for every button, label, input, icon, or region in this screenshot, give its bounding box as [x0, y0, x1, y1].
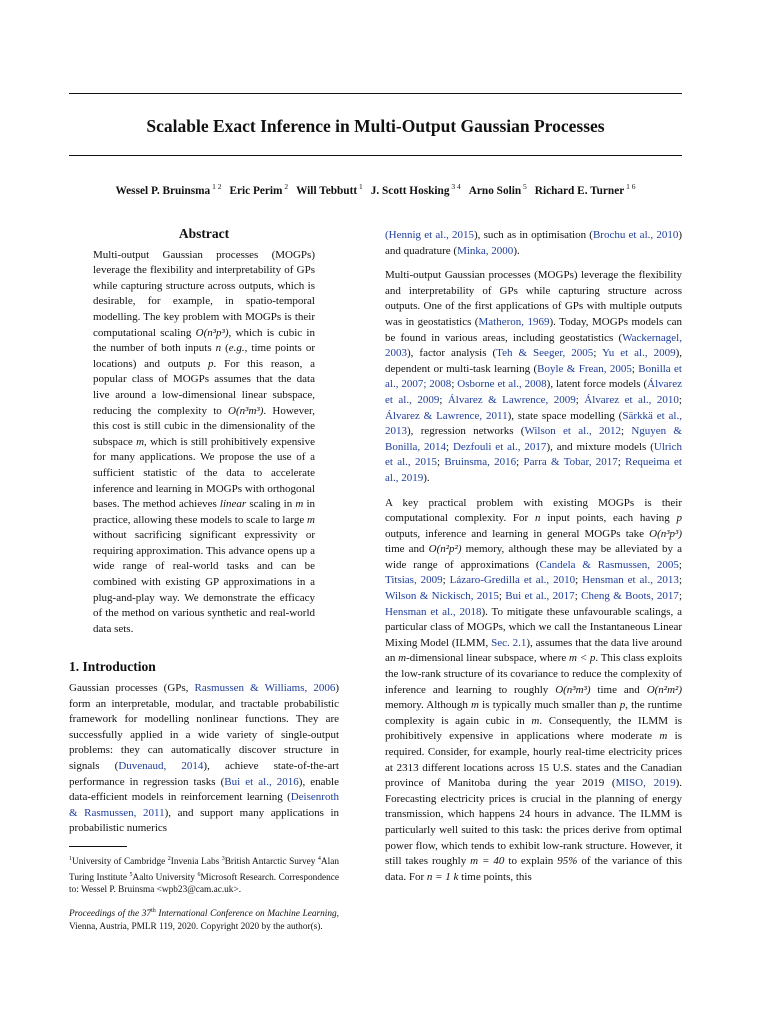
- italic-text: m: [659, 730, 668, 743]
- text-run: memory. Although: [385, 699, 472, 712]
- author-affiliation-marker: 3 4: [449, 182, 461, 191]
- citation-link[interactable]: Bonilla et al., 2007; 2008: [385, 362, 682, 391]
- italic-text: O(n³m³): [555, 683, 591, 696]
- text-run: -dimensional linear subspace, where: [406, 652, 569, 665]
- citation-link[interactable]: Yu et al., 2009: [601, 347, 676, 360]
- text-run: ;: [678, 393, 682, 406]
- author-3: [296, 182, 363, 197]
- citation-link[interactable]: Álvarez et al., 2010: [584, 393, 679, 406]
- text-run: ), dependent or multi-task learning (: [385, 347, 682, 375]
- footnote-rule: [69, 846, 127, 847]
- italic-text: International Conference on Machine Learning: [155, 909, 337, 920]
- citation-link[interactable]: Lázaro-Gredilla et al., 2010: [449, 574, 576, 587]
- italic-text: n: [215, 342, 222, 355]
- text-run: A key practical problem with existing MOGPs is their computational complexity. For: [385, 496, 682, 525]
- author-name: Eric Perim: [229, 184, 283, 197]
- italic-text: p: [208, 357, 214, 370]
- citation-link[interactable]: Brochu et al., 2010: [592, 229, 679, 241]
- text-run: without sacrificing significant expressivity or requiring approximation. This advance opens up a wide range of real-world tasks and can be combined with existing GP approximations in a plug-and-play way. We demonstrate the efficacy of the method on various synthetic and real-world data sets.: [93, 529, 315, 635]
- text-run: , which is cubic in the number of both inputs: [93, 326, 315, 355]
- text-run: Multi-output Gaussian processes (MOGPs) leverage the flexibility and interpretability of GPs while capturing structure across outputs. One of the first applications of GPs with multiple outputs was in geostatistics (: [385, 269, 682, 328]
- citation-link[interactable]: Álvarez et al., 2009: [385, 378, 682, 406]
- italic-text: m: [307, 513, 315, 526]
- text-run: memory, although these may be alleviated by a wide range of approximations (: [385, 543, 682, 571]
- italic-text: O(n³p³): [649, 527, 682, 540]
- text-run: outputs, inference and learning in general MOGPs take: [385, 527, 650, 540]
- text-run: ). Today, MOGPs models can be found in various areas, including geostatistics (: [385, 315, 682, 344]
- title-bottom-rule: [69, 155, 682, 156]
- author-name: Arno Solin: [468, 184, 522, 197]
- citation-link[interactable]: Teh & Seeger, 2005: [496, 347, 594, 360]
- author-name: J. Scott Hosking: [370, 184, 450, 197]
- text-run: . However, this cost is still cubic in the dimensionality of the subspace: [93, 404, 316, 448]
- text-run: ). To mitigate these unfavourable scalings, a particular class of MOGPs, which we call the Instantaneous Linear Mixing Model (ILMM,: [385, 605, 682, 649]
- italic-text: n: [534, 512, 541, 525]
- text-run: , which is still prohibitively expensive for many applications. We propose the use of a sufficient statistic of the data to accelerate inference and learning in MOGPs with orthogonal bases. The method achieves: [93, 435, 315, 511]
- text-run: ;: [620, 425, 632, 438]
- text-run: ), and mixture models (: [546, 440, 654, 453]
- text-run: ;: [678, 590, 682, 603]
- text-run: ) and quadrature (: [385, 229, 682, 257]
- text-run: ), state space modelling (: [507, 409, 623, 422]
- text-run: ;: [451, 378, 458, 391]
- citation-link[interactable]: Deisenroth & Rasmussen, 2011: [69, 791, 339, 819]
- italic-text: 95%: [557, 855, 578, 868]
- author-name: Will Tebbutt: [296, 184, 358, 197]
- right-paragraph-3: [385, 496, 682, 886]
- author-name: Richard E. Turner: [534, 184, 625, 197]
- italic-text: m: [295, 498, 304, 511]
- text-run: time and: [590, 683, 647, 696]
- italic-text: p: [619, 699, 626, 712]
- citation-link[interactable]: Särkkä et al., 2013: [385, 409, 682, 438]
- text-run: in practice, allowing these models to scale to large: [93, 498, 316, 526]
- superscript: 2: [167, 855, 171, 862]
- text-run: ;: [446, 440, 453, 453]
- text-run: ), such as in optimisation (: [474, 229, 593, 241]
- text-run: ), achieve state-of-the-art performance in regression tasks (: [69, 760, 339, 788]
- italic-text: m < p: [568, 652, 596, 665]
- citation-link[interactable]: Sec. 2.1: [491, 636, 527, 649]
- citation-link[interactable]: Matheron, 1969: [478, 315, 550, 328]
- text-run: , time points or locations) and outputs: [93, 342, 315, 370]
- text-run: ), latent force models (: [546, 378, 648, 391]
- text-run: ).: [423, 471, 430, 484]
- text-run: ;: [516, 456, 524, 469]
- author-1: [115, 182, 222, 197]
- citation-link[interactable]: Candela & Rasmussen, 2005: [539, 558, 679, 571]
- citation-link[interactable]: Hensman et al., 2018: [385, 605, 482, 618]
- section-heading-introduction: 1. Introduction: [69, 659, 156, 675]
- text-run: ;: [678, 558, 682, 571]
- italic-text: 37: [141, 909, 152, 920]
- citation-link[interactable]: Nguyen & Bonilla, 2014: [385, 425, 682, 453]
- text-run: . This class exploits the low-rank structure of its covariance to reduce the complexity of inference and learning to roughly: [385, 652, 683, 696]
- text-run: ;: [498, 590, 506, 603]
- author-affiliation-marker: 5: [521, 182, 527, 191]
- author-4: [370, 182, 461, 197]
- text-run: Invenia Labs: [170, 857, 222, 868]
- abstract-heading: Abstract: [178, 226, 230, 241]
- citation-link[interactable]: Parra & Tobar, 2017: [523, 456, 618, 469]
- text-run: time and: [385, 543, 429, 556]
- text-run: (: [221, 342, 229, 355]
- citation-link[interactable]: Álvarez & Lawrence, 2011: [385, 409, 508, 422]
- text-run: ), and support many applications in probabilistic numerics: [69, 806, 339, 835]
- superscript: 3: [221, 855, 225, 862]
- citation-link[interactable]: Wilson & Nickisch, 2015: [385, 590, 499, 603]
- text-run: , the runtime complexity is again cubic in: [385, 699, 682, 727]
- superscript: 1: [69, 855, 72, 862]
- author-affiliation-marker: 2: [282, 182, 289, 191]
- right-column: [385, 228, 682, 894]
- author-list: [69, 182, 682, 197]
- text-run: ;: [575, 393, 585, 406]
- text-run: Gaussian processes (GPs,: [69, 682, 195, 695]
- superscript: th: [151, 907, 156, 914]
- citation-link[interactable]: Rasmussen & Williams, 2006: [194, 682, 336, 695]
- superscript: 4: [317, 855, 321, 862]
- italic-text: p: [676, 512, 683, 525]
- citation-link[interactable]: Duvenaud, 2014: [118, 760, 204, 772]
- italic-text: n = 1 k: [426, 870, 459, 883]
- paper-title: Scalable Exact Inference in Multi-Output Gaussian Processes: [146, 116, 605, 136]
- citation-link[interactable]: Bruinsma, 2016: [444, 456, 517, 469]
- author-6: [534, 182, 636, 197]
- citation-link[interactable]: Osborne et al., 2008: [457, 378, 547, 391]
- text-run: is typically much smaller than: [478, 699, 620, 712]
- italic-text: O(n²m²): [646, 683, 683, 696]
- text-run: time points, this: [458, 870, 532, 883]
- citation-link[interactable]: Bui et al., 2016: [224, 775, 299, 788]
- text-run: , Vienna, Austria, PMLR 119, 2020. Copyright 2020 by the author(s).: [69, 909, 339, 932]
- text-run: ;: [436, 456, 445, 469]
- text-run: ;: [631, 362, 639, 375]
- citation-link[interactable]: Hensman et al., 2013: [582, 574, 679, 587]
- text-run: ;: [439, 393, 448, 406]
- author-affiliation-marker: 1 6: [624, 182, 636, 191]
- citation-link[interactable]: Bui et al., 2017: [505, 590, 575, 603]
- text-run: ;: [575, 574, 583, 587]
- left-column: [69, 226, 339, 941]
- text-run: ;: [442, 574, 450, 587]
- affiliations-footnote: [69, 853, 339, 897]
- italic-text: O(n²p²): [428, 543, 462, 556]
- text-run: ;: [678, 574, 682, 587]
- text-run: of the variance of this data. For: [385, 855, 683, 883]
- italic-text: m: [136, 435, 145, 448]
- citation-link[interactable]: Cheng & Boots, 2017: [581, 590, 679, 603]
- italic-text: m: [398, 652, 407, 665]
- text-run: input points, each having: [540, 512, 677, 525]
- text-run: is required. Consider, for example, hourly real-time electricity prices at 2313 different locations across 15 U.S. states and the Canadian province of Manitoba during the year 2019 (: [385, 730, 683, 790]
- author-name: Wessel P. Bruinsma: [115, 184, 211, 197]
- text-run: . Consequently, the ILMM is prohibitively expensive in applications where moderate: [385, 714, 683, 743]
- text-run: ) form an interpretable, modular, and tractable probabilistic framework for modelling nonlinear functions. They are successfully applied in a wide variety of single-output problems: they can automatically discover structure in signals (: [69, 682, 339, 772]
- citation-link[interactable]: Titsias, 2009: [385, 574, 443, 587]
- citation-link[interactable]: Requeima et al., 2019: [385, 456, 682, 484]
- citation-link[interactable]: Álvarez & Lawrence, 2009: [447, 393, 576, 406]
- text-run: ), regression networks (: [407, 425, 525, 438]
- text-run: ;: [574, 590, 582, 603]
- author-5: [468, 182, 527, 197]
- citation-link[interactable]: Minka, 2000: [457, 244, 514, 257]
- text-run: Alan Turing Institute: [69, 857, 339, 883]
- text-run: ;: [617, 456, 626, 469]
- superscript: 5: [129, 871, 133, 878]
- citation-link[interactable]: (Hennig et al., 2015: [385, 229, 475, 241]
- top-rule: [69, 93, 682, 94]
- italic-text: linear: [219, 498, 247, 511]
- italic-text: m: [471, 699, 479, 712]
- introduction-paragraph: [69, 681, 339, 837]
- proceedings-footnote: [69, 905, 339, 933]
- italic-text: Proceedings of the: [69, 909, 142, 920]
- citation-link[interactable]: Boyle & Frean, 2005: [537, 362, 632, 375]
- text-run: Microsoft Research. Correspondence to: Wessel P. Bruinsma <wpb23@cam.ac.uk>.: [69, 872, 339, 896]
- citation-link[interactable]: Dezfouli et al., 2017: [452, 440, 547, 453]
- text-run: to explain: [504, 855, 558, 868]
- text-run: ).: [513, 244, 520, 257]
- right-paragraph-1: [385, 228, 682, 259]
- text-run: . For this reason, a popular class of MOGPs assumes that the data live around a low-dimensional linear subspace, reducing the complexity to: [93, 357, 315, 417]
- right-paragraph-2: [385, 268, 682, 486]
- italic-text: m = 40: [470, 855, 505, 868]
- text-run: Multi-output Gaussian processes (MOGPs) leverage the flexibility and interpretability of GPs while capturing structure across outputs, which is desirable, for example, in spatio-temporal modelling. The key problem with MOGPs is their computational scaling: [93, 248, 315, 339]
- abstract-body: [93, 248, 315, 638]
- italic-text: m: [531, 714, 540, 727]
- author-affiliation-marker: 1 2: [210, 182, 222, 191]
- citation-link[interactable]: MISO, 2019: [615, 777, 676, 790]
- text-run: scaling in: [246, 498, 296, 511]
- text-run: ), assumes that the data live around an: [385, 636, 682, 665]
- text-run: University of Cambridge: [72, 857, 168, 868]
- citation-link[interactable]: Wilson et al., 2012: [524, 425, 621, 438]
- italic-text: e.g.: [228, 342, 245, 355]
- superscript: 6: [197, 871, 201, 878]
- text-run: Aalto University: [132, 872, 198, 883]
- citation-link[interactable]: Wackernagel, 2003: [385, 331, 682, 360]
- text-run: ). Forecasting electricity prices is crucial in the planning of energy transmission, which happens 24 hours in advance. The ILMM is particularly well suited to this task: the prices derive from optimal power flow, which tends to exhibit low-rank structure. However, it still takes roughly: [385, 777, 682, 868]
- italic-text: O(n³m³): [228, 404, 264, 417]
- text-run: ), enable data-efficient models in reinforcement learning (: [69, 775, 339, 804]
- author-affiliation-marker: 1: [357, 182, 363, 191]
- author-2: [229, 182, 289, 197]
- text-run: British Antarctic Survey: [224, 857, 318, 868]
- text-run: ), factor analysis (: [407, 347, 497, 360]
- citation-link[interactable]: Ulrich et al., 2015: [385, 440, 682, 469]
- italic-text: O(n³p³): [195, 326, 229, 339]
- text-run: ;: [593, 347, 602, 360]
